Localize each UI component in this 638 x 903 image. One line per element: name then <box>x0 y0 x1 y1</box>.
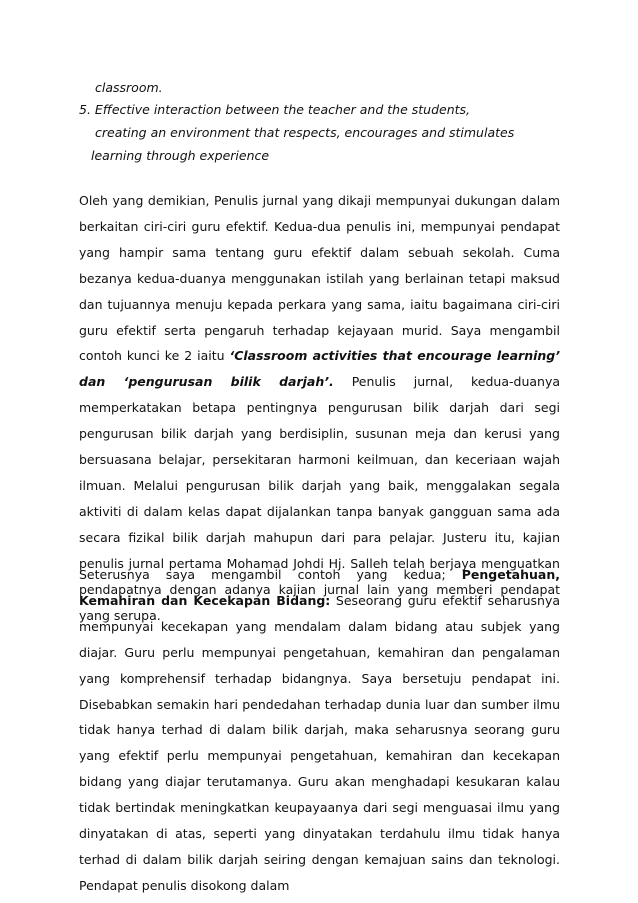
paragraph-1-text-a: Oleh yang demikian, Penulis jurnal yang dikaji mempunyai dukungan dalam berkaitan ciri-ciri guru efektif. Kedua-dua penulis ini, mempunyai pendapat yang hampir sama tentang guru efektif dalam sebuah sekolah. Cuma bezanya kedua-duanya menggunakan istilah yang berlainan tetapi maksud dan tujuannya menuju kepada perkara yang sama, iaitu bagaimana ciri-ciri guru efektif serta pengaruh terhadap kejayaan murid. Saya mengambil contoh kunci ke 2 iaitu <box>79 193 560 364</box>
paragraph-knowledge-skills <box>79 562 560 899</box>
paragraph-2-text-b: Seseorang guru efektif seharusnya mempunyai kecekapan yang mendalam dalam bidang atau subjek yang diajar. Guru perlu mempunyai pengetahuan, kemahiran dan pengalaman yang komprehensif terhadap bidangnya. Saya bersetuju pendapat ini. Disebabkan semakin hari pendedahan terhadap dunia luar dan sumber ilmu tidak hanya terhad di dalam bilik darjah, maka seharusnya seorang guru yang efektif perlu mempunyai pengetahuan, kemahiran dan kecekapan bidang yang diajar terutamanya. Guru akan menghadapi kesukaran kalau tidak bertindak meningkatkan keupayaanya dari segi menguasai ilmu yang dinyatakan di atas, seperti yang dinyatakan terdahulu ilmu tidak hanya terhad di dalam bilik darjah seiring dengan kemajuan sains dan teknologi. Pendapat penulis disokong dalam <box>79 592 560 893</box>
paragraph-2-text-a: Seterusnya saya mengambil contoh yang kedua; <box>79 567 462 582</box>
paragraph-1-text-b: Penulis jurnal, kedua-duanya memperkatakan betapa pentingnya pengurusan bilik darjah dari segi pengurusan bilik darjah yang berdisiplin, susunan meja dan kerusi yang bersuasana belajar, persekitaran harmoni keilmuan, dan keceriaan wajah ilmuan. Melalui pengurusan bilik darjah yang baik, menggalakan segala aktiviti di dalam kelas dapat dijalankan tanpa banyak gangguan sama ada secara fizikal bilik darjah mahupun dari para pelajar. Justeru itu, kajian penulis jurnal pertama Mohamad Johdi Hj. Salleh telah berjaya menguatkan pendapatnya dengan adanya kajian jurnal lain yang memberi pendapat yang serupa. <box>79 374 561 623</box>
list-item-5-line-2: creating an environment that respects, encourages and stimulates <box>95 125 515 140</box>
list-item-5: 5. Effective interaction between the teacher and the students, <box>79 102 471 117</box>
paragraph-1-emphasis: ‘Classroom activities that encourage learning’ dan ‘pengurusan bilik darjah’. <box>79 348 560 390</box>
list-item-5-line-3: learning through experience <box>91 148 270 163</box>
list-continuation-line: classroom. <box>95 80 163 95</box>
paragraph-2-emphasis: Pengetahuan, Kemahiran dan Kecekapan Bidang: <box>79 567 560 608</box>
